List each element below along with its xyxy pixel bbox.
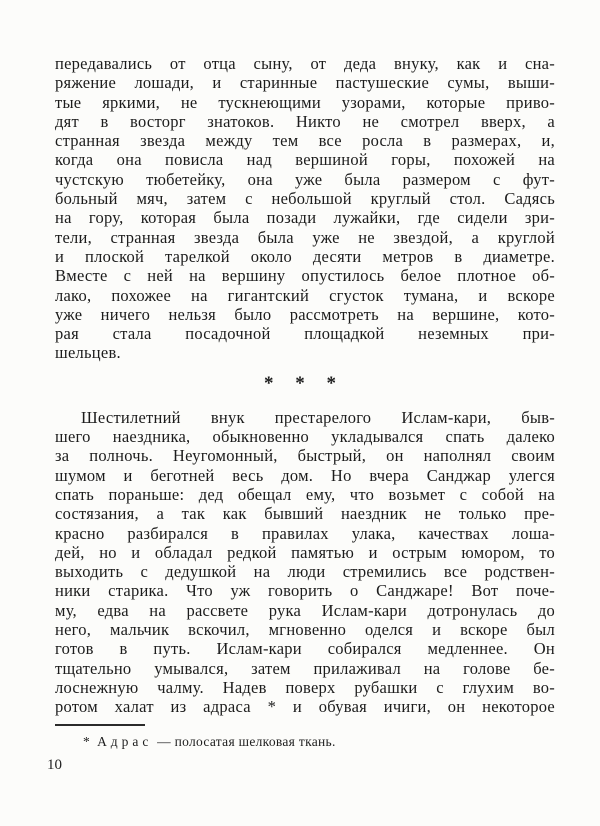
text-line: дят в восторг знатоков. Никто не смотрел вверх, а — [55, 111, 555, 131]
text-line: дей, но и обладал редкой памятью и острым юмором, то — [55, 542, 555, 562]
text-line: на гору, которая была позади лужайки, где сидели зри- — [55, 208, 555, 228]
footnote-rule — [55, 724, 145, 726]
text-line: и плоской тарелкой около десяти метров в диаметре. — [55, 246, 555, 266]
text-line: красно разбирался в правилах улака, качествах лоша- — [55, 523, 555, 543]
text-line: состязания, а так как бывший наездник не только пре- — [55, 504, 555, 524]
text-line: лоснежную чалму. Надев поверх рубашки с глухим во- — [55, 677, 555, 697]
text-line: тщательно умывался, затем прилаживал на голове бе- — [55, 658, 555, 678]
paragraph-2 — [55, 408, 555, 717]
page-number: 10 — [47, 757, 62, 773]
text-line: тые яркими, не тускнеющими узорами, которые приво- — [55, 92, 555, 112]
footnote — [55, 733, 555, 750]
text-line: готов в путь. Ислам-кари собирался медленнее. Он — [55, 639, 555, 659]
text-line: за полночь. Неугомонный, быстрый, он наполнял своим — [55, 446, 555, 466]
text-line: больный мяч, затем с небольшой круглый стол. Садясь — [55, 189, 555, 209]
text-line: ряжение лошади, и старинные пастушеские сумы, выши- — [55, 73, 555, 93]
text-line: тели, странная звезда была уже не звездой, а круглой — [55, 227, 555, 247]
text-line: Вместе с ней на вершину опустилось белое плотное об- — [55, 266, 555, 286]
text-line: рая стала посадочной площадкой неземных при- — [55, 324, 555, 344]
text-line: ники старика. Что уж говорить о Санджаре! Вот поче- — [55, 581, 555, 601]
paragraph-1 — [55, 54, 555, 363]
footnote-definition: — полосатая шелковая ткань. — [157, 733, 336, 749]
text-line: шего наездника, обыкновенно укладывался спать далеко — [55, 427, 555, 447]
section-separator-stars: * * * — [264, 372, 336, 394]
text-block — [55, 54, 555, 750]
text-line: передавались от отца сыну, от деда внуку, как и сна- — [55, 54, 555, 73]
text-line: уже ничего нельзя было рассмотреть на вершине, кото- — [55, 304, 555, 324]
text-line: чустскую тюбетейку, она уже была размером с фут- — [55, 169, 555, 189]
text-line: выходить с дедушкой на люди стремились все родствен- — [55, 562, 555, 582]
text-line: когда она повисла над вершиной горы, похожей на — [55, 150, 555, 170]
text-line: шельцев. — [55, 343, 121, 363]
text-line: спать пораньше: дед обещал ему, что возьмет с собой на — [55, 484, 555, 504]
text-line: странная звезда между тем все росла в размерах, и, — [55, 131, 555, 151]
footnote-term: Адрас — [97, 733, 153, 749]
text-line: шумом и беготней весь дом. Но вчера Санджар улегся — [55, 465, 555, 485]
footnote-marker: * — [83, 733, 91, 749]
text-line: лако, похожее на гигантский сгусток тумана, и вскоре — [55, 285, 555, 305]
text-line: му, едва на рассвете рука Ислам-кари дотронулась до — [55, 600, 555, 620]
text-line: Шестилетний внук престарелого Ислам-кари, быв- — [81, 407, 555, 427]
text-line: ротом халат из адраса * и обувая ичиги, он некоторое — [55, 697, 555, 717]
text-line: него, мальчик вскочил, мгновенно оделся и вскоре был — [55, 620, 555, 640]
